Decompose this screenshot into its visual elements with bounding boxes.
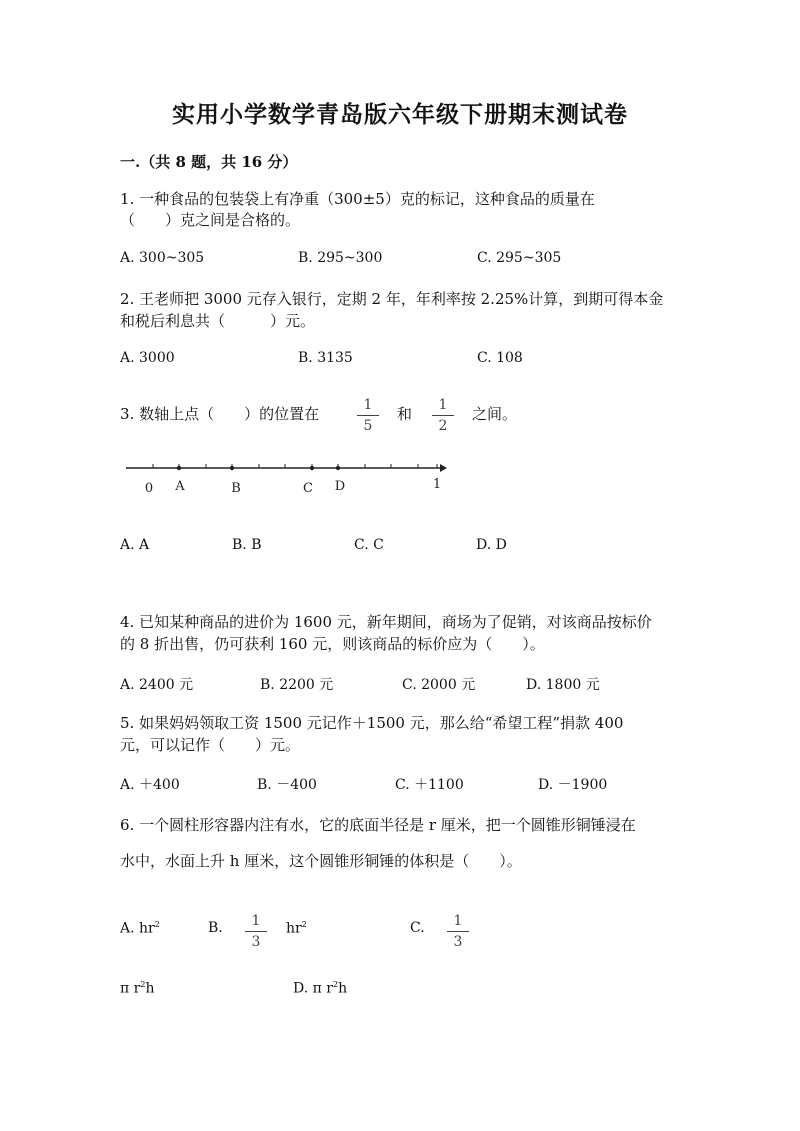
q2-option-c[interactable]: C. 108 xyxy=(477,350,523,366)
page-title: 实用小学数学青岛版六年级下册期末测试卷 xyxy=(172,101,628,128)
q6-option-c-tail-text: π r xyxy=(120,980,141,997)
tick-label-c: C xyxy=(303,481,313,496)
q3-option-d[interactable]: D. D xyxy=(476,537,507,553)
q4-line1: 4. 已知某种商品的进价为 1600 元，新年期间，商场为了促销，对该商品按标价 xyxy=(120,613,652,631)
q5-option-a[interactable]: A. ＋400 xyxy=(120,777,180,793)
fraction-numerator: 1 xyxy=(447,912,469,932)
fraction-one-fifth xyxy=(357,396,379,435)
q6-option-c-tail xyxy=(120,980,154,997)
fraction-denominator: 3 xyxy=(453,934,463,950)
q1-line1: 1. 一种食品的包装袋上有净重（300±5）克的标记，这种食品的质量在 xyxy=(120,190,595,208)
fraction-denominator: 2 xyxy=(438,418,448,434)
q6-option-d-text: D. π r xyxy=(293,980,333,997)
q5-option-c[interactable]: C. ＋1100 xyxy=(395,777,464,793)
q3-tail: 之间。 xyxy=(472,405,518,423)
q3-option-a[interactable]: A. A xyxy=(120,537,150,553)
tick-label-a: A xyxy=(175,479,185,494)
q1-line2: （ ）克之间是合格的。 xyxy=(120,211,301,229)
q6-option-b-tail-text: hr xyxy=(286,920,302,937)
section-heading: 一.（共 8 题，共 16 分） xyxy=(120,153,298,171)
fraction-one-half xyxy=(432,396,454,435)
tick-label-d: D xyxy=(334,479,346,494)
fraction-numerator: 1 xyxy=(245,912,267,932)
q6-option-c-tail-h: h xyxy=(145,980,155,997)
q4-line2: 的 8 折出售，仍可获利 160 元，则该商品的标价应为（ ）。 xyxy=(120,635,545,653)
superscript: 2 xyxy=(154,920,160,929)
tick-label-b: B xyxy=(231,481,241,496)
point-b-dot xyxy=(230,466,234,470)
q3-option-b[interactable]: B. B xyxy=(232,537,262,553)
q5-option-d[interactable]: D. －1900 xyxy=(538,777,608,793)
fraction-denominator: 3 xyxy=(251,934,261,950)
q6-option-b[interactable]: B. xyxy=(208,920,223,936)
point-a-dot xyxy=(177,466,181,470)
superscript: 2 xyxy=(332,980,339,989)
q2-option-b[interactable]: B. 3135 xyxy=(298,350,353,366)
q6-option-b-tail xyxy=(286,920,307,937)
q6-option-a-text: A. hr xyxy=(120,920,155,937)
q4-option-b[interactable]: B. 2200 元 xyxy=(260,677,334,693)
q1-option-c[interactable]: C. 295~305 xyxy=(477,250,562,266)
q6-option-d[interactable] xyxy=(293,980,347,997)
q6-line1: 6. 一个圆柱形容器内注有水，它的底面半径是 r 厘米，把一个圆锥形铜锤浸在 xyxy=(120,816,636,834)
q1-option-a[interactable]: A. 300~305 xyxy=(120,250,205,266)
q2-line1: 2. 王老师把 3000 元存入银行，定期 2 年，年利率按 2.25%计算，到期可得本金 xyxy=(120,290,664,308)
q6-option-d-tail: h xyxy=(338,980,348,997)
fraction-denominator: 5 xyxy=(363,418,373,434)
number-line xyxy=(120,455,460,500)
q6-line2: 水中，水面上升 h 厘米，这个圆锥形铜锤的体积是（ ）。 xyxy=(120,852,522,870)
q6-option-a[interactable] xyxy=(120,920,160,937)
fraction-one-third xyxy=(245,912,267,951)
superscript: 2 xyxy=(301,920,307,929)
q5-option-b[interactable]: B. －400 xyxy=(257,777,317,793)
fraction-one-third-c xyxy=(447,912,469,951)
q3-option-c[interactable]: C. C xyxy=(354,537,384,553)
q4-option-d[interactable]: D. 1800 元 xyxy=(526,677,600,693)
q4-option-c[interactable]: C. 2000 元 xyxy=(402,677,476,693)
q3-and: 和 xyxy=(397,405,413,423)
point-c-dot xyxy=(310,466,314,470)
q1-option-b[interactable]: B. 295~300 xyxy=(298,250,383,266)
tick-label-1: 1 xyxy=(432,477,442,492)
q6-option-c[interactable]: C. xyxy=(410,920,425,936)
q3-text: 3. 数轴上点（ ）的位置在 xyxy=(120,405,320,423)
point-d-dot xyxy=(336,466,340,470)
tick-label-0: 0 xyxy=(144,481,154,496)
arrow-head-icon xyxy=(440,464,447,472)
superscript: 2 xyxy=(140,980,146,989)
q4-option-a[interactable]: A. 2400 元 xyxy=(120,677,194,693)
fraction-numerator: 1 xyxy=(432,396,454,416)
q5-line1: 5. 如果妈妈领取工资 1500 元记作＋1500 元，那么给“希望工程”捐款 400 xyxy=(120,714,624,732)
fraction-numerator: 1 xyxy=(357,396,379,416)
q2-line2: 和税后利息共（ ）元。 xyxy=(120,312,316,330)
q2-option-a[interactable]: A. 3000 xyxy=(120,350,175,366)
q5-line2: 元，可以记作（ ）元。 xyxy=(120,736,301,754)
